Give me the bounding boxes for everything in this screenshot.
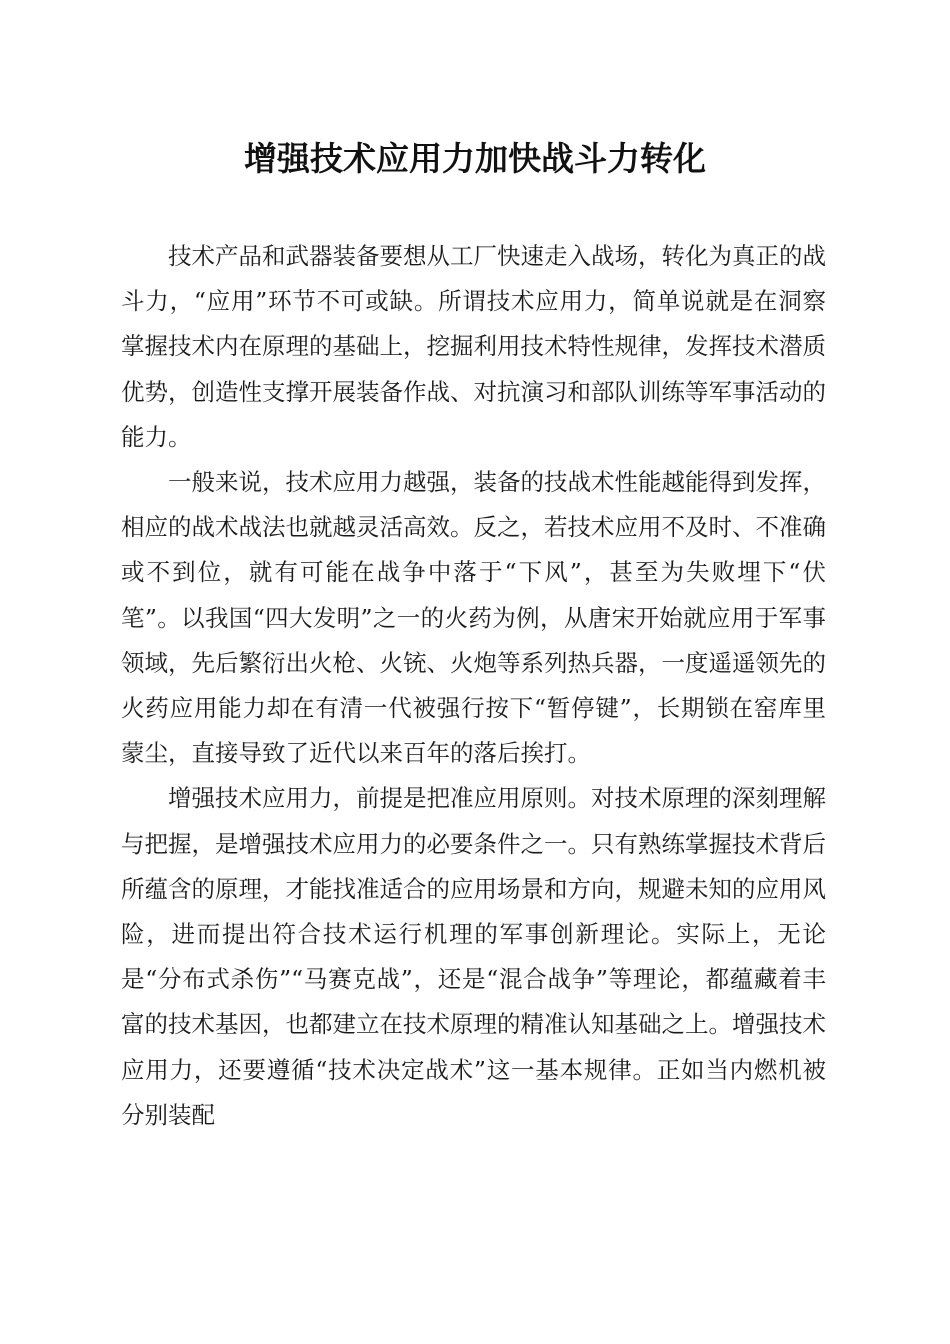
document-title: 增强技术应用力加快战斗力转化 [244,139,706,178]
paragraph-3: 增强技术应用力，前提是把准应用原则。对技术原理的深刻理解与把握，是增强技术应用力的必要条件之一。只有熟练掌握技术背后所蕴含的原理，才能找准适合的应用场景和方向，规避未知的应用风险，进而提出符合技术运行机理的军事创新理论。实际上，无论是“分布式杀伤”“马赛克战”，还是“混合战争”等理论，都蕴藏着丰富的技术基因，也都建立在技术原理的精准认知基础之上。增强技术应用力，还要遵循“技术决定战术”这一基本规律。正如当内燃机被分别装配 [121,784,826,1129]
paragraph-1: 技术产品和武器装备要想从工厂快速走入战场，转化为真正的战斗力，“应用”环节不可或缺。所谓技术应用力，简单说就是在洞察掌握技术内在原理的基础上，挖掘利用技术特性规律，发挥技术潜质优势，创造性支撑开展装备作战、对抗演习和部队训练等军事活动的能力。 [121,242,826,451]
document-body [121,234,826,1138]
paragraph-2: 一般来说，技术应用力越强，装备的技战术性能越能得到发挥，相应的战术战法也就越灵活高效。反之，若技术应用不及时、不准确或不到位，就有可能在战争中落于“下风”，甚至为失败埋下“伏笔”。以我国“四大发明”之一的火药为例，从唐宋开始就应用于军事领域，先后繁衍出火枪、火铳、火炮等系列热兵器，一度遥遥领先的火药应用能力却在有清一代被强行按下“暂停键”，长期锁在窑库里蒙尘，直接导致了近代以来百年的落后挨打。 [121,468,826,768]
